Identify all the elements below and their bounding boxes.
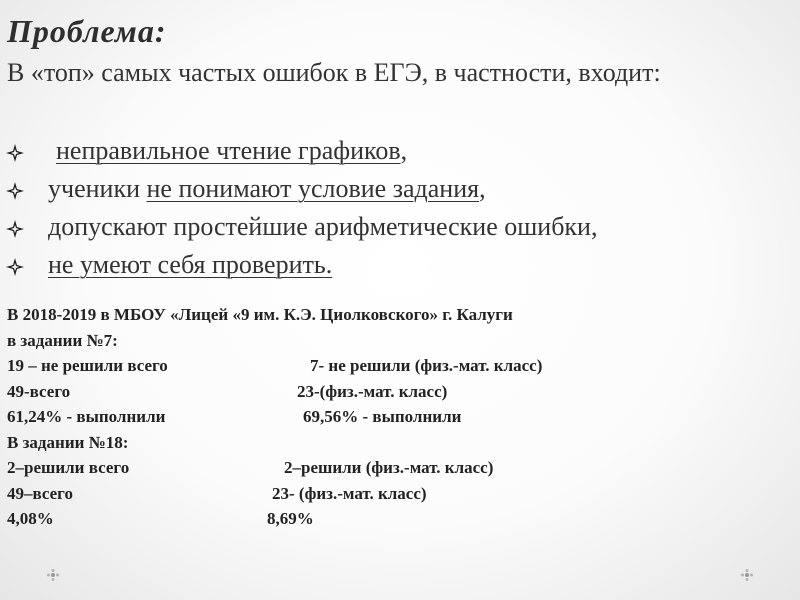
fleur-ornament-icon bbox=[740, 568, 754, 582]
stats-row bbox=[7, 353, 543, 379]
task18-heading: В задании №18: bbox=[7, 432, 129, 452]
statistics-block bbox=[7, 302, 543, 532]
underlined-text: не понимают условие задания bbox=[146, 174, 480, 203]
stats-right-cell: 23- (физ.-мат. класс) bbox=[272, 483, 427, 503]
stats-right-cell: 69,56% - выполнили bbox=[303, 407, 462, 426]
underlined-text: неправильное чтение графиков bbox=[56, 136, 401, 165]
diamond-bullet-icon bbox=[6, 144, 24, 162]
stats-right-cell: 8,69% bbox=[267, 509, 314, 528]
slide: Проблема: В «топ» самых частых ошибок в ЕГЭ, в частности, входит: неправильное чтение графиков, ученики не понимают условие задания, допускают простейшие арифметические ошибки, не умеют себя проверить. В 2018-2019 в МБОУ «Лицей «9 им. К.Э. Циолковского» г. Калуги в задании №7: 19 – не решили всего 7- не решили (физ.-мат. класс) 49-всего 23-(физ.-мат. класс) 61,24% - выполнили 69,56% - выполнили В задании №18: 2–решили всего 2–решили (физ.-мат. класс) 49–всего 23- (физ.-мат. класс) 4,08% 8,69% bbox=[0, 0, 800, 600]
underlined-text: не умеют себя проверить. bbox=[48, 250, 333, 279]
stats-left-cell: 19 – не решили всего bbox=[7, 356, 168, 375]
stats-row bbox=[7, 379, 513, 405]
stats-right-cell: 23-(физ.-мат. класс) bbox=[297, 381, 448, 401]
diamond-bullet-icon bbox=[6, 182, 24, 200]
fleur-ornament-icon bbox=[46, 568, 60, 582]
stats-left-cell: 49–всего bbox=[7, 483, 73, 503]
stats-row bbox=[7, 455, 513, 481]
stats-left-cell: 61,24% - выполнили bbox=[7, 407, 166, 426]
stats-right-cell: 7- не решили (физ.-мат. класс) bbox=[310, 356, 543, 375]
stats-left-cell: 49-всего bbox=[7, 381, 71, 401]
stats-left-cell: 4,08% bbox=[7, 509, 54, 528]
diamond-bullet-icon bbox=[6, 258, 24, 276]
stats-row bbox=[7, 506, 513, 532]
stats-heading: В 2018-2019 в МБОУ «Лицей «9 им. К.Э. Циолковского» г. Калуги bbox=[7, 305, 513, 324]
stats-row bbox=[7, 481, 513, 507]
stats-right-cell: 2–решили (физ.-мат. класс) bbox=[284, 458, 494, 477]
stats-left-cell: 2–решили всего bbox=[7, 458, 130, 477]
task7-heading: в задании №7: bbox=[7, 330, 118, 350]
intro-text: В «топ» самых частых ошибок в ЕГЭ, в частности, входит: bbox=[7, 58, 661, 87]
slide-title: Проблема: bbox=[7, 13, 167, 49]
diamond-bullet-icon bbox=[6, 220, 24, 238]
stats-row bbox=[7, 404, 513, 430]
